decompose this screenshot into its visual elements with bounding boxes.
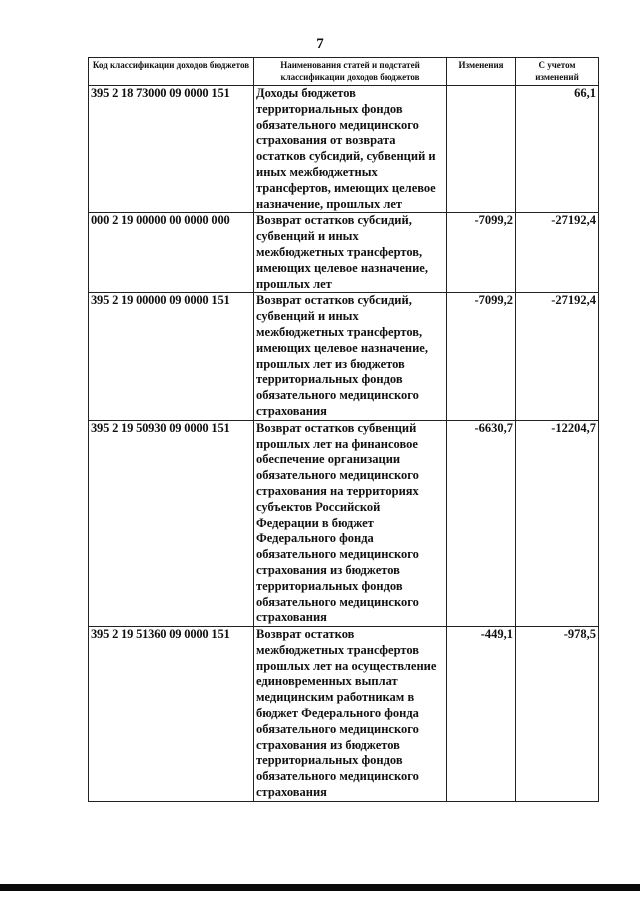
header-code: Код классификации доходов бюджетов: [89, 58, 254, 86]
table-row: [89, 627, 599, 802]
budget-revenue-table: [88, 57, 599, 802]
header-name: Наименования статей и подстатей классификации доходов бюджетов: [254, 58, 447, 86]
cell-code: 000 2 19 00000 00 0000 000: [89, 213, 254, 293]
cell-name: Возврат остатков субсидий, субвенций и иных межбюджетных трансфертов, имеющих целевое назначение, прошлых лет из бюджетов территориальных фондов обязательного медицинского страхования: [254, 293, 447, 420]
cell-name: Возврат остатков межбюджетных трансфертов прошлых лет на осуществление единовременных выплат медицинским работникам в бюджет Федерального фонда обязательного медицинского страхования из бюджетов территориальных фондов обязательного медицинского страхования: [254, 627, 447, 802]
cell-code: 395 2 19 50930 09 0000 151: [89, 420, 254, 626]
table-header-row: [89, 58, 599, 86]
header-with-changes: С учетом изменений: [516, 58, 599, 86]
cell-with-changes: 66,1: [516, 86, 599, 213]
cell-code: 395 2 18 73000 09 0000 151: [89, 86, 254, 213]
cell-change: -7099,2: [447, 293, 516, 420]
cell-change: -449,1: [447, 627, 516, 802]
cell-change: -7099,2: [447, 213, 516, 293]
cell-change: [447, 86, 516, 213]
table-row: [89, 420, 599, 626]
cell-with-changes: -12204,7: [516, 420, 599, 626]
table-row: [89, 293, 599, 420]
cell-with-changes: -978,5: [516, 627, 599, 802]
table-row: [89, 86, 599, 213]
page-number: 7: [316, 36, 324, 52]
table-row: [89, 213, 599, 293]
header-change: Изменения: [447, 58, 516, 86]
scan-bottom-edge: [0, 884, 640, 891]
cell-with-changes: -27192,4: [516, 213, 599, 293]
cell-name: Возврат остатков субвенций прошлых лет на финансовое обеспечение организации обязательного медицинского страхования на территориях субъектов Российской Федерации в бюджет Федерального фонда обязательного медицинского страхования из бюджетов территориальных фондов обязательного медицинского страхования: [254, 420, 447, 626]
cell-change: -6630,7: [447, 420, 516, 626]
cell-name: Доходы бюджетов территориальных фондов обязательного медицинского страхования от возврата остатков субсидий, субвенций и иных межбюджетных трансфертов, имеющих целевое назначение, прошлых лет: [254, 86, 447, 213]
cell-code: 395 2 19 51360 09 0000 151: [89, 627, 254, 802]
cell-code: 395 2 19 00000 09 0000 151: [89, 293, 254, 420]
cell-with-changes: -27192,4: [516, 293, 599, 420]
cell-name: Возврат остатков субсидий, субвенций и иных межбюджетных трансфертов, имеющих целевое назначение, прошлых лет: [254, 213, 447, 293]
